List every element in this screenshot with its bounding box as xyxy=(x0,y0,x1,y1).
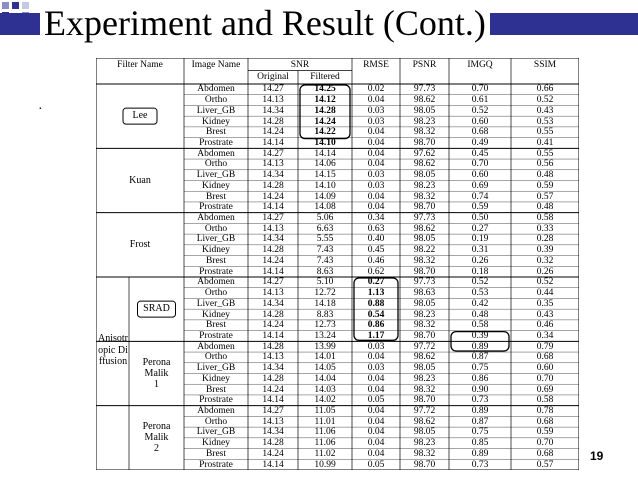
table-cell: 14.14 xyxy=(262,137,284,148)
table-cell: 0.03 xyxy=(367,363,385,374)
table-cell: 14.27 xyxy=(262,277,284,288)
table-cell: 0.89 xyxy=(471,406,489,417)
table-cell: 98.32 xyxy=(413,191,436,202)
filter-name-frost: Frost xyxy=(129,238,151,250)
table-cell: 0.04 xyxy=(367,202,385,213)
table-cell: 0.58 xyxy=(536,395,554,406)
table-cell: 0.04 xyxy=(367,137,385,148)
table-cell: 0.58 xyxy=(471,320,489,331)
table-cell: 0.48 xyxy=(536,170,554,181)
table-cell: 11.06 xyxy=(314,427,336,438)
table-cell: 0.61 xyxy=(471,95,489,106)
table-cell: 0.59 xyxy=(536,180,554,191)
table-cell: 0.86 xyxy=(367,320,385,331)
table-cell: 98.32 xyxy=(413,384,436,395)
table-cell: 0.75 xyxy=(471,427,489,438)
table-cell: 98.62 xyxy=(413,352,436,363)
table-cell: Brest xyxy=(205,127,227,138)
table-cell: 0.26 xyxy=(471,255,489,266)
table-cell: Liver_GB xyxy=(196,234,236,245)
table-cell: 11.06 xyxy=(314,438,336,449)
table-cell: 14.24 xyxy=(262,384,284,395)
table-cell: 1.17 xyxy=(367,330,385,341)
table-cell: 0.04 xyxy=(367,95,385,106)
table-cell: 97.73 xyxy=(413,84,436,95)
table-cell: 98.62 xyxy=(413,159,436,170)
page-number: 19 xyxy=(590,449,604,463)
table-cell: 14.13 xyxy=(262,352,284,363)
filter-name-kuan: Kuan xyxy=(129,174,151,186)
header-image-name: Image Name xyxy=(191,60,241,70)
table-cell: 14.24 xyxy=(262,191,284,202)
table-cell: 0.59 xyxy=(471,202,489,213)
table-cell: 0.04 xyxy=(367,384,385,395)
table-cell: 0.46 xyxy=(367,255,385,266)
table-cell: 98.05 xyxy=(413,427,436,438)
table-cell: Ortho xyxy=(204,352,228,363)
table-cell: 14.27 xyxy=(262,406,284,417)
table-cell: 14.13 xyxy=(262,95,284,106)
table-cell: Abdomen xyxy=(197,277,235,288)
table-cell: 14.13 xyxy=(262,288,284,299)
table-cell: 0.03 xyxy=(367,105,385,116)
table-cell: 0.68 xyxy=(471,127,489,138)
table-cell: 0.62 xyxy=(367,266,385,277)
table-cell: 98.05 xyxy=(413,170,436,181)
table-cell: 0.86 xyxy=(471,373,489,384)
table-cell: 5.10 xyxy=(316,277,334,288)
table-cell: 0.75 xyxy=(471,363,489,374)
header-psnr: PSNR xyxy=(412,60,437,70)
table-cell: 0.31 xyxy=(471,245,489,256)
table-cell: 0.27 xyxy=(471,223,489,234)
table-cell: Prostrate xyxy=(199,330,233,341)
table-cell: 0.60 xyxy=(471,170,489,181)
table-cell: 14.28 xyxy=(262,309,284,320)
table-cell: 0.52 xyxy=(536,95,554,106)
table-cell: 0.73 xyxy=(471,395,489,406)
table-cell: 98.32 xyxy=(413,127,436,138)
table-cell: 5.06 xyxy=(316,213,334,224)
table-cell: 14.24 xyxy=(262,255,284,266)
header-snr-filtered: Filtered xyxy=(310,72,340,82)
table-cell: 14.27 xyxy=(262,213,284,224)
table-cell: 0.49 xyxy=(471,137,489,148)
table-cell: Ortho xyxy=(204,95,228,106)
table-cell: 97.62 xyxy=(413,148,436,159)
table-cell: 0.50 xyxy=(471,213,489,224)
table-cell: 0.05 xyxy=(367,395,385,406)
table-cell: Brest xyxy=(205,191,227,202)
table-cell: 0.44 xyxy=(536,288,554,299)
bullet-point: · xyxy=(38,102,43,117)
filter-name-perona-malik-2: Perona Malik 2 xyxy=(142,420,171,454)
table-cell: 0.90 xyxy=(471,384,489,395)
table-cell: Abdomen xyxy=(197,213,235,224)
table-cell: 11.05 xyxy=(314,406,336,417)
table-cell: 0.45 xyxy=(367,245,385,256)
table-cell: 0.87 xyxy=(471,352,489,363)
table-cell: 98.70 xyxy=(413,459,436,470)
table-cell: 14.28 xyxy=(262,245,284,256)
table-cell: 0.40 xyxy=(367,234,385,245)
table-cell: 14.10 xyxy=(314,137,336,148)
table-cell: 7.43 xyxy=(316,245,334,256)
table-cell: 97.73 xyxy=(413,213,436,224)
table-cell: 14.28 xyxy=(262,180,284,191)
table-cell: 0.43 xyxy=(536,105,554,116)
header-ssim: SSIM xyxy=(533,60,557,70)
anisotropic-diffusion-label: Anisotropic Diffusion xyxy=(98,333,128,367)
table-cell: 14.14 xyxy=(314,148,336,159)
table-cell: 98.23 xyxy=(413,438,436,449)
table-cell: 13.24 xyxy=(314,330,336,341)
table-cell: Prostrate xyxy=(199,137,233,148)
table-cell: 14.28 xyxy=(314,105,336,116)
table-cell: 0.41 xyxy=(536,137,554,148)
filter-name-srad: SRAD xyxy=(143,303,170,315)
table-cell: 0.55 xyxy=(536,148,554,159)
table-cell: Liver_GB xyxy=(196,427,236,438)
table-cell: 0.57 xyxy=(536,459,554,470)
filter-name-lee: Lee xyxy=(132,110,148,122)
table-cell: 0.03 xyxy=(367,180,385,191)
table-cell: 6.63 xyxy=(316,223,334,234)
table-cell: 11.02 xyxy=(314,448,336,459)
table-cell: 14.09 xyxy=(314,191,336,202)
table-cell: 0.52 xyxy=(536,277,554,288)
table-cell: 98.62 xyxy=(413,223,436,234)
table-cell: 12.72 xyxy=(314,288,336,299)
table-cell: 14.34 xyxy=(262,170,284,181)
table-cell: 0.68 xyxy=(536,352,554,363)
table-cell: 14.15 xyxy=(314,170,336,181)
table-cell: Brest xyxy=(205,448,227,459)
table-cell: 98.63 xyxy=(413,288,436,299)
table-cell: 14.34 xyxy=(262,363,284,374)
table-cell: 0.60 xyxy=(471,116,489,127)
table-cell: 0.32 xyxy=(536,255,554,266)
table-cell: 0.56 xyxy=(536,159,554,170)
table-cell: 97.72 xyxy=(413,341,436,352)
table-cell: 14.28 xyxy=(262,116,284,127)
table-cell: 0.02 xyxy=(367,84,385,95)
table-cell: 8.63 xyxy=(316,266,334,277)
table-cell: 98.23 xyxy=(413,373,436,384)
table-cell: 0.03 xyxy=(367,170,385,181)
table-cell: Kidney xyxy=(202,116,230,127)
table-cell: 0.54 xyxy=(367,309,385,320)
table-cell: Kidney xyxy=(202,309,230,320)
table-cell: 14.27 xyxy=(262,148,284,159)
table-cell: 0.70 xyxy=(536,373,554,384)
table-cell: Prostrate xyxy=(199,202,233,213)
table-cell: 0.35 xyxy=(536,298,554,309)
table-cell: 0.73 xyxy=(471,459,489,470)
table-cell: Prostrate xyxy=(199,459,233,470)
table-cell: 0.68 xyxy=(536,448,554,459)
table-cell: Prostrate xyxy=(199,395,233,406)
table-cell: Abdomen xyxy=(197,84,235,95)
table-cell: 0.48 xyxy=(471,309,489,320)
header-rmse: RMSE xyxy=(363,60,389,70)
table-cell: 0.69 xyxy=(471,180,489,191)
table-cell: Ortho xyxy=(204,416,228,427)
table-cell: 8.83 xyxy=(316,309,334,320)
table-cell: Abdomen xyxy=(197,341,235,352)
table-cell: Kidney xyxy=(202,180,230,191)
table-cell: 0.59 xyxy=(536,427,554,438)
table-cell: 14.02 xyxy=(314,395,336,406)
table-cell: 14.34 xyxy=(262,427,284,438)
table-cell: 14.24 xyxy=(262,448,284,459)
header-filter-name: Filter Name xyxy=(117,60,163,70)
table-cell: Brest xyxy=(205,320,227,331)
table-cell: Liver_GB xyxy=(196,298,236,309)
table-cell: 12.73 xyxy=(314,320,336,331)
table-cell: 0.74 xyxy=(471,191,489,202)
table-cell: 98.23 xyxy=(413,180,436,191)
table-cell: 0.52 xyxy=(471,105,489,116)
table-cell: 0.48 xyxy=(536,202,554,213)
table-cell: Kidney xyxy=(202,438,230,449)
table-cell: 0.70 xyxy=(536,438,554,449)
table-cell: 14.28 xyxy=(262,438,284,449)
table-cell: Liver_GB xyxy=(196,105,236,116)
table-cell: 0.04 xyxy=(367,352,385,363)
table-cell: 0.57 xyxy=(536,191,554,202)
table-cell: 1.13 xyxy=(367,288,385,299)
table-cell: Abdomen xyxy=(197,406,235,417)
table-cell: 98.62 xyxy=(413,416,436,427)
table-cell: 13.99 xyxy=(314,341,336,352)
table-cell: Liver_GB xyxy=(196,363,236,374)
table-cell: 0.78 xyxy=(536,406,554,417)
slide-title: Experiment and Result (Cont.) xyxy=(40,2,490,44)
table-cell: 0.70 xyxy=(471,84,489,95)
table-cell: Brest xyxy=(205,255,227,266)
table-cell: 0.66 xyxy=(536,84,554,95)
table-cell: 14.24 xyxy=(314,116,336,127)
table-cell: 14.27 xyxy=(262,84,284,95)
table-cell: 98.70 xyxy=(413,202,436,213)
table-cell: 0.34 xyxy=(367,213,385,224)
table-cell: 0.39 xyxy=(536,245,554,256)
table-cell: 14.06 xyxy=(314,159,336,170)
table-cell: 0.34 xyxy=(536,330,554,341)
table-cell: 14.24 xyxy=(262,320,284,331)
table-cell: 14.28 xyxy=(262,373,284,384)
table-cell: 14.13 xyxy=(262,416,284,427)
table-cell: 14.24 xyxy=(262,127,284,138)
table-cell: 0.89 xyxy=(471,341,489,352)
table-cell: 14.05 xyxy=(314,363,336,374)
table-cell: 0.04 xyxy=(367,416,385,427)
table-cell: 0.52 xyxy=(471,277,489,288)
table-cell: 0.45 xyxy=(471,148,489,159)
table-cell: 98.23 xyxy=(413,116,436,127)
table-cell: 0.43 xyxy=(536,309,554,320)
table-cell: 0.60 xyxy=(536,363,554,374)
table-cell: 0.28 xyxy=(536,234,554,245)
table-cell: 0.89 xyxy=(471,448,489,459)
table-cell: 14.34 xyxy=(262,298,284,309)
table-cell: 98.62 xyxy=(413,95,436,106)
table-cell: 98.32 xyxy=(413,448,436,459)
table-cell: 14.01 xyxy=(314,352,336,363)
table-cell: 98.05 xyxy=(413,105,436,116)
table-cell: 14.03 xyxy=(314,384,336,395)
table-cell: 5.55 xyxy=(316,234,334,245)
table-cell: 98.22 xyxy=(413,245,436,256)
table-cell: 14.13 xyxy=(262,223,284,234)
table-cell: 14.13 xyxy=(262,159,284,170)
table-cell: Ortho xyxy=(204,288,228,299)
table-cell: Kidney xyxy=(202,245,230,256)
table-cell: 0.04 xyxy=(367,427,385,438)
table-cell: 0.79 xyxy=(536,341,554,352)
table-cell: 14.34 xyxy=(262,105,284,116)
table-cell: 11.01 xyxy=(314,416,336,427)
filter-name-perona-malik-1: Perona Malik 1 xyxy=(142,356,171,390)
table-cell: 98.05 xyxy=(413,234,436,245)
table-cell: 0.58 xyxy=(536,213,554,224)
header-imgq: IMGQ xyxy=(467,60,493,70)
table-cell: 0.42 xyxy=(471,298,489,309)
table-cell: 0.05 xyxy=(367,459,385,470)
table-cell: 0.03 xyxy=(367,341,385,352)
table-cell: Kidney xyxy=(202,373,230,384)
table-cell: 0.39 xyxy=(471,330,489,341)
table-cell: 14.12 xyxy=(314,95,336,106)
table-cell: 98.70 xyxy=(413,137,436,148)
table-cell: 0.88 xyxy=(367,298,385,309)
table-cell: 0.04 xyxy=(367,406,385,417)
table-cell: 98.32 xyxy=(413,320,436,331)
table-cell: Brest xyxy=(205,384,227,395)
table-cell: 0.04 xyxy=(367,373,385,384)
table-cell: 0.27 xyxy=(367,277,385,288)
header-snr: SNR xyxy=(290,60,310,70)
header-snr-original: Original xyxy=(257,72,289,82)
table-cell: 14.08 xyxy=(314,202,336,213)
table-cell: 0.69 xyxy=(536,384,554,395)
table-cell: 14.22 xyxy=(314,127,336,138)
table-cell: 0.04 xyxy=(367,127,385,138)
table-cell: 14.14 xyxy=(262,202,284,213)
table-cell: 0.46 xyxy=(536,320,554,331)
table-cell: 0.03 xyxy=(367,116,385,127)
table-cell: 98.23 xyxy=(413,309,436,320)
table-cell: 0.04 xyxy=(367,159,385,170)
table-cell: 0.04 xyxy=(367,438,385,449)
table-cell: 98.70 xyxy=(413,395,436,406)
table-cell: 0.55 xyxy=(536,127,554,138)
table-cell: 14.14 xyxy=(262,330,284,341)
table-cell: Ortho xyxy=(204,159,228,170)
table-cell: 0.70 xyxy=(471,159,489,170)
table-cell: 10.99 xyxy=(314,459,336,470)
table-cell: 98.32 xyxy=(413,255,436,266)
table-cell: 0.04 xyxy=(367,148,385,159)
table-cell: 0.63 xyxy=(367,223,385,234)
table-cell: 14.14 xyxy=(262,395,284,406)
table-cell: 98.05 xyxy=(413,298,436,309)
table-cell: 0.04 xyxy=(367,448,385,459)
table-cell: 98.70 xyxy=(413,266,436,277)
table-cell: 14.25 xyxy=(314,84,336,95)
table-cell: 0.33 xyxy=(536,223,554,234)
table-cell: Liver_GB xyxy=(196,170,236,181)
table-cell: Prostrate xyxy=(199,266,233,277)
table-cell: 98.70 xyxy=(413,330,436,341)
table-cell: 14.28 xyxy=(262,341,284,352)
table-cell: 97.72 xyxy=(413,406,436,417)
table-cell: 14.34 xyxy=(262,234,284,245)
table-cell: 14.18 xyxy=(314,298,336,309)
table-cell: 14.04 xyxy=(314,373,336,384)
table-cell: 14.14 xyxy=(262,266,284,277)
table-cell: 97.73 xyxy=(413,277,436,288)
table-cell: 0.26 xyxy=(536,266,554,277)
table-cell: 0.87 xyxy=(471,416,489,427)
table-cell: 7.43 xyxy=(316,255,334,266)
table-cell: 0.19 xyxy=(471,234,489,245)
table-cell: 0.53 xyxy=(536,116,554,127)
table-cell: 0.04 xyxy=(367,191,385,202)
results-table xyxy=(96,58,579,470)
table-cell: 0.53 xyxy=(471,288,489,299)
table-cell: 98.05 xyxy=(413,363,436,374)
table-cell: Ortho xyxy=(204,223,228,234)
table-cell: Abdomen xyxy=(197,148,235,159)
table-cell: 0.18 xyxy=(471,266,489,277)
table-cell: 0.68 xyxy=(536,416,554,427)
table-cell: 14.14 xyxy=(262,459,284,470)
table-cell: 0.85 xyxy=(471,438,489,449)
table-cell: 14.10 xyxy=(314,180,336,191)
